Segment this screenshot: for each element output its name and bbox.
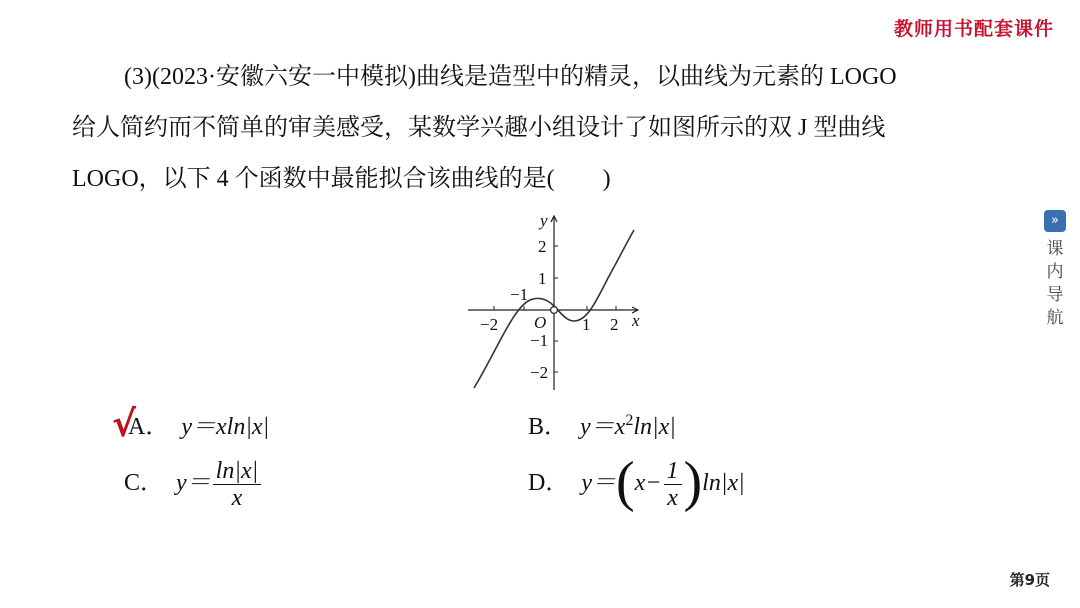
x-tick-1: 1	[582, 315, 591, 334]
x-axis-label: x	[632, 311, 640, 330]
y-tick-neg2: −2	[530, 363, 549, 382]
option-c-pre: y＝	[176, 470, 211, 497]
option-b-letter: B．	[528, 414, 569, 440]
option-d-fraction	[664, 458, 682, 511]
y-tick-neg1: −1	[530, 331, 549, 350]
option-c-fraction	[213, 458, 262, 511]
left-paren: (	[616, 450, 635, 513]
side-navigation[interactable]	[1040, 210, 1070, 330]
option-c[interactable]	[124, 458, 263, 511]
option-d-post: ln|x|	[702, 470, 745, 497]
y-axis-label: y	[540, 211, 548, 230]
option-d-pre: y＝	[581, 470, 616, 497]
y-tick-1: 1	[538, 269, 547, 288]
curve-graph	[468, 208, 644, 390]
page-number: 第9页	[1009, 571, 1050, 589]
x-tick-neg2: −2	[480, 315, 499, 334]
question-line-3: LOGO，以下 4 个函数中最能拟合该曲线的是( )	[72, 166, 611, 192]
option-c-letter: C．	[124, 470, 165, 497]
right-paren: )	[683, 450, 703, 513]
question-line-2: 给人简约而不简单的审美感受，某数学兴趣小组设计了如图所示的双 J 型曲线	[72, 115, 886, 141]
option-d-inner: x−	[634, 470, 662, 497]
option-d[interactable]	[528, 450, 745, 513]
double-chevron-icon[interactable]: »	[1044, 210, 1066, 232]
answer-check-icon: √	[112, 404, 137, 445]
x-tick-2: 2	[610, 315, 619, 334]
option-d-letter: D．	[528, 470, 570, 497]
side-nav-label[interactable]: 课内导航	[1046, 239, 1064, 328]
x-tick-neg1: −1	[510, 285, 529, 304]
option-c-num: ln|x|	[213, 458, 262, 485]
origin-label: O	[534, 313, 547, 332]
option-a[interactable]	[128, 406, 269, 441]
option-b-pre: y＝x	[580, 414, 626, 440]
question-line-1: (3)(2023·安徽六安一中模拟)曲线是造型中的精灵，以曲线为元素的 LOGO	[124, 64, 897, 90]
question-text	[72, 52, 992, 205]
option-b[interactable]	[528, 406, 676, 441]
option-a-letter: A．	[128, 414, 170, 440]
y-tick-2: 2	[538, 237, 547, 256]
option-a-expr: y＝xln|x|	[181, 414, 270, 440]
option-d-den: x	[667, 485, 678, 511]
origin-hole	[551, 307, 558, 314]
option-c-den: x	[231, 485, 243, 511]
courseware-tag: 教师用书配套课件	[893, 18, 1054, 40]
option-d-num: 1	[664, 458, 682, 485]
option-b-sup: 2	[625, 412, 634, 429]
option-b-post: ln|x|	[633, 414, 676, 440]
